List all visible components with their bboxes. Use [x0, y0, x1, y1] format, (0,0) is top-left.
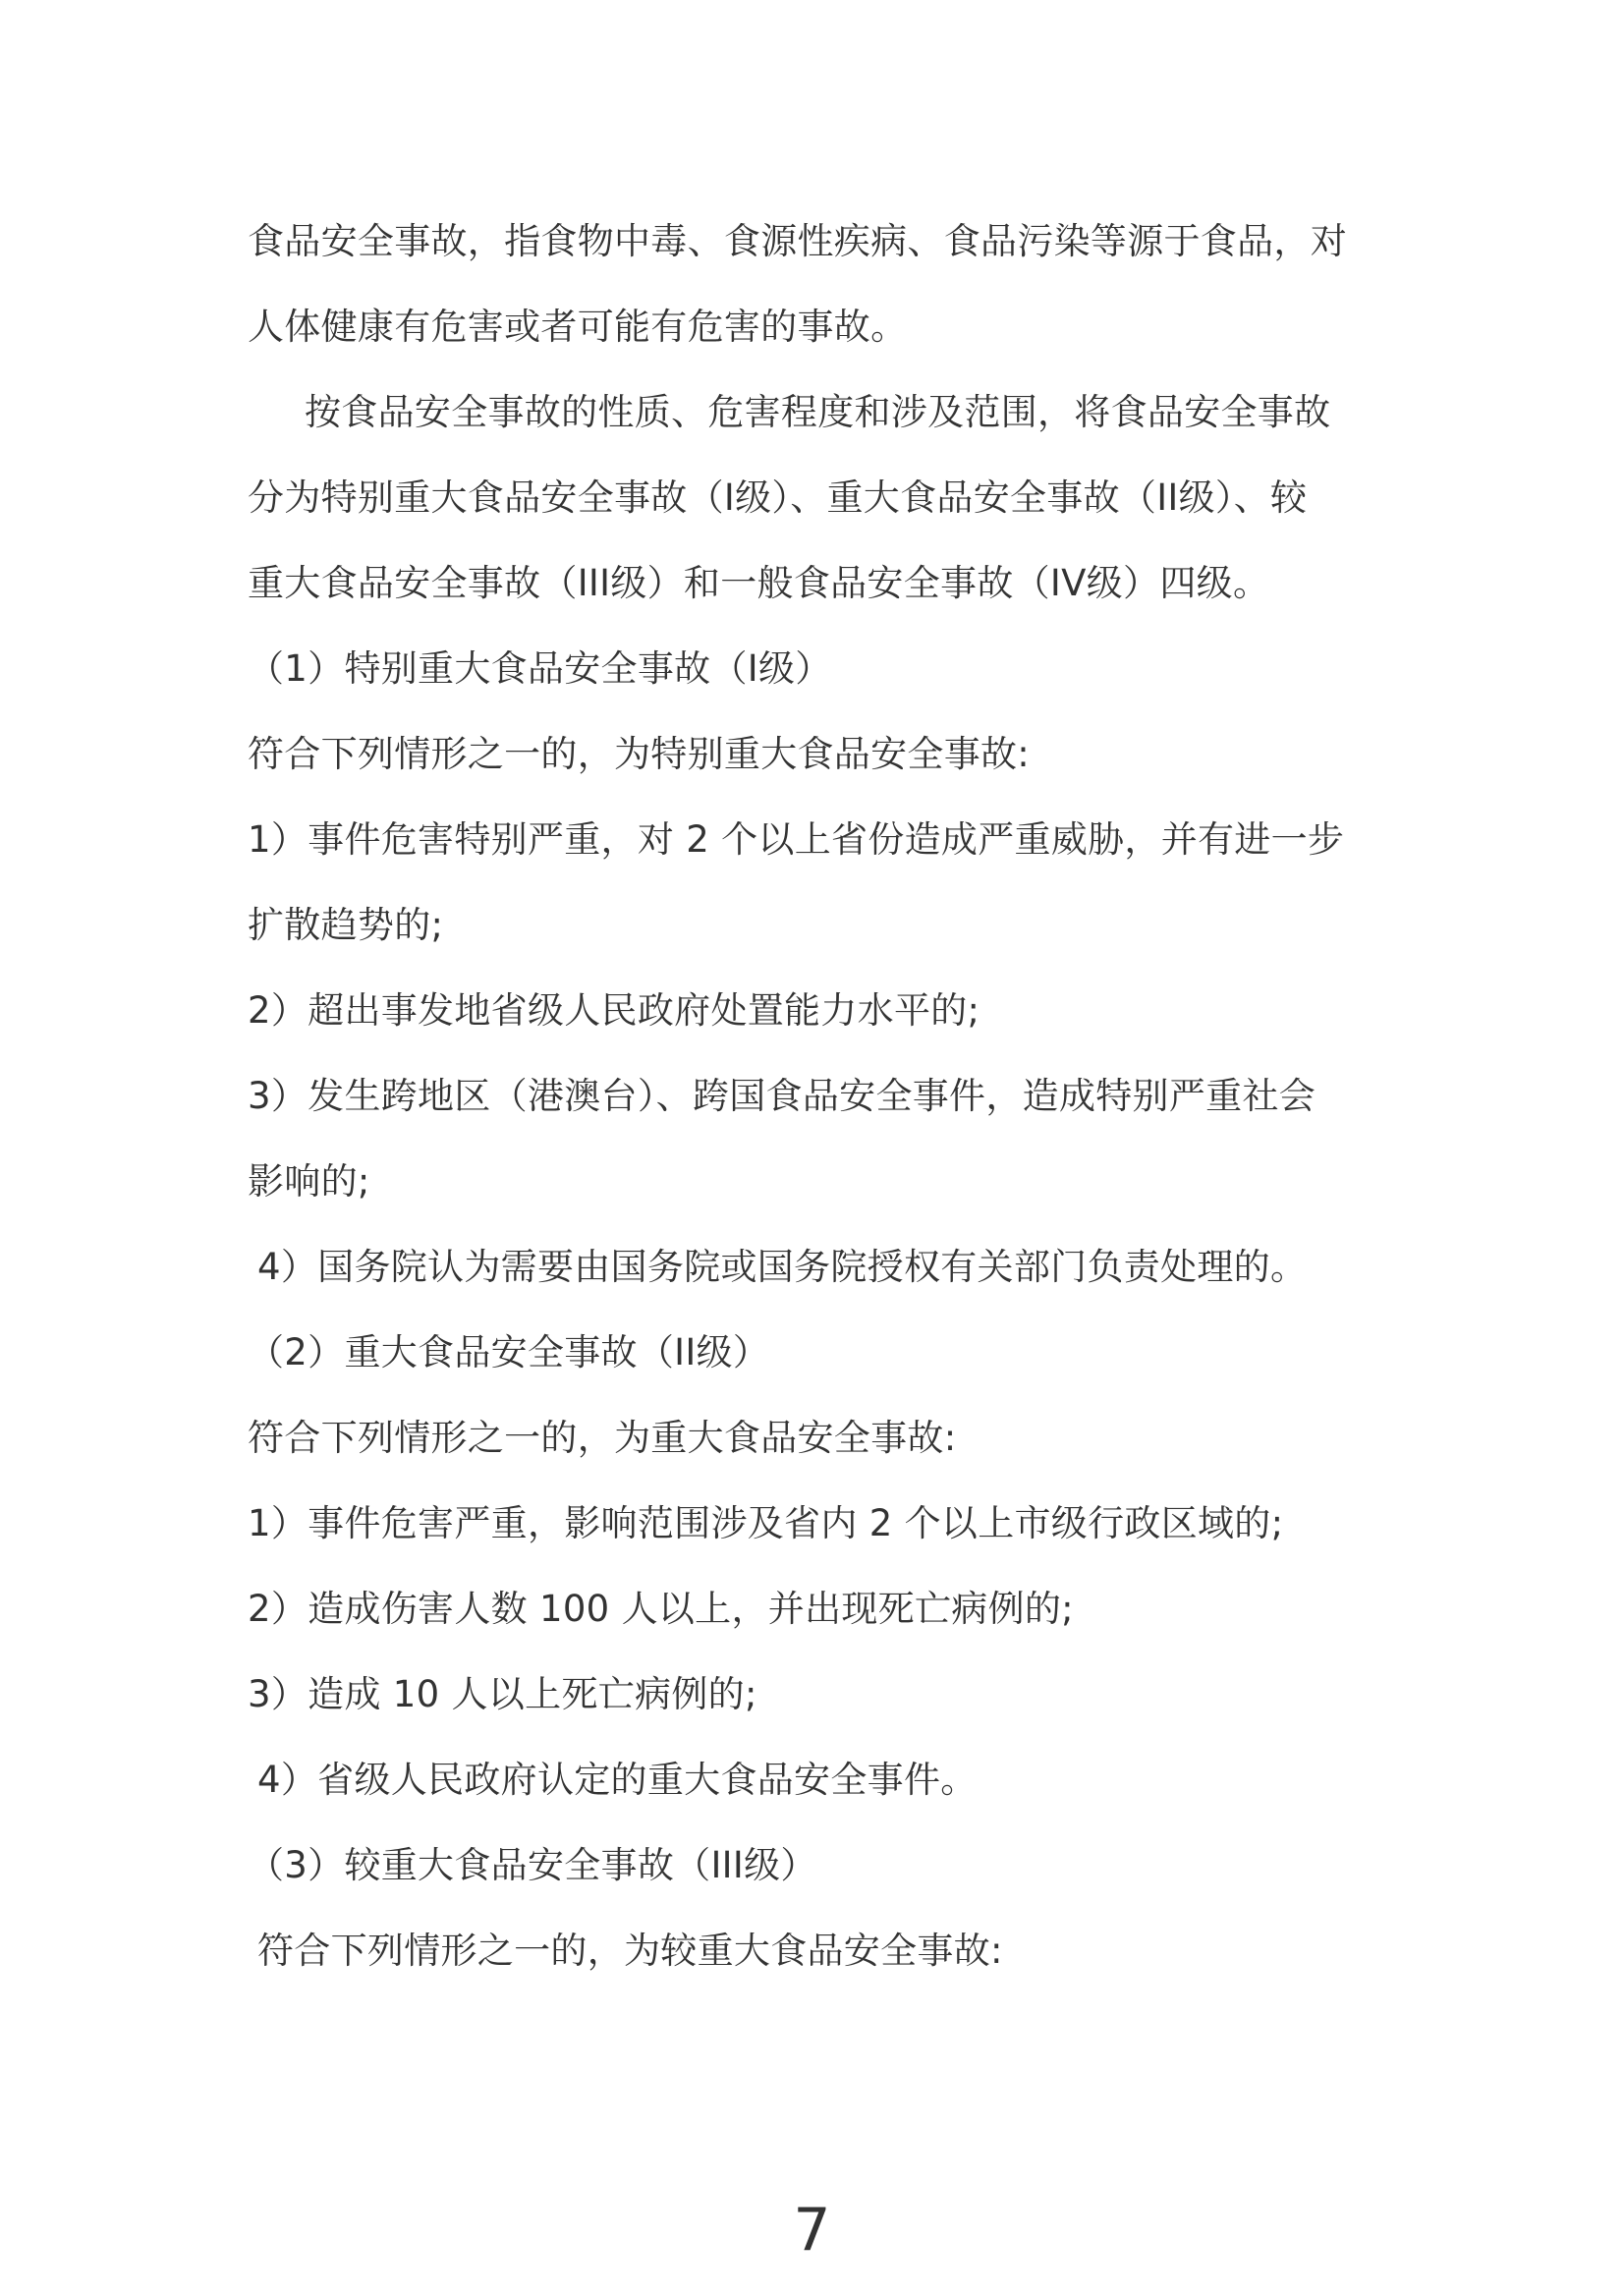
- text-line: 人体健康有危害或者可能有危害的事故。: [248, 306, 908, 348]
- section-heading: （2）重大食品安全事故（II级）: [248, 1331, 770, 1373]
- list-item: 2）造成伤害人数 100 人以上，并出现死亡病例的;: [248, 1588, 1074, 1630]
- text-line: 符合下列情形之一的，为较重大食品安全事故:: [257, 1930, 1003, 1972]
- list-item: 2）超出事发地省级人民政府处置能力水平的;: [248, 989, 980, 1032]
- list-item: 3）发生跨地区（港澳台）、跨国食品安全事件，造成特别严重社会: [248, 1075, 1316, 1117]
- text-line: 食品安全事故，指食物中毒、食源性疾病、食品污染等源于食品，对: [248, 220, 1347, 262]
- text-line: 符合下列情形之一的，为特别重大食品安全事故:: [248, 733, 1031, 775]
- list-item: 3）造成 10 人以上死亡病例的;: [248, 1673, 757, 1715]
- section-heading: （1）特别重大食品安全事故（I级）: [248, 647, 832, 690]
- list-item: 4）省级人民政府认定的重大食品安全事件。: [257, 1759, 978, 1801]
- text-line: 按食品安全事故的性质、危害程度和涉及范围，将食品安全事故: [305, 391, 1331, 433]
- list-item: 1）事件危害特别严重，对 2 个以上省份造成严重威胁，并有进一步: [248, 818, 1345, 861]
- page-number: 7: [793, 2196, 831, 2265]
- list-item: 1）事件危害严重，影响范围涉及省内 2 个以上市级行政区域的;: [248, 1502, 1284, 1544]
- document-body: [248, 198, 1407, 1993]
- section-heading: （3）较重大食品安全事故（III级）: [248, 1844, 817, 1886]
- text-line: 扩散趋势的;: [248, 904, 444, 946]
- text-line: 影响的;: [248, 1160, 370, 1203]
- text-line: 符合下列情形之一的，为重大食品安全事故:: [248, 1417, 957, 1459]
- text-line: 分为特别重大食品安全事故（I级）、重大食品安全事故（II级）、较: [248, 476, 1308, 519]
- text-line: 重大食品安全事故（III级）和一般食品安全事故（IV级）四级。: [248, 562, 1270, 604]
- list-item: 4）国务院认为需要由国务院或国务院授权有关部门负责处理的。: [257, 1246, 1308, 1288]
